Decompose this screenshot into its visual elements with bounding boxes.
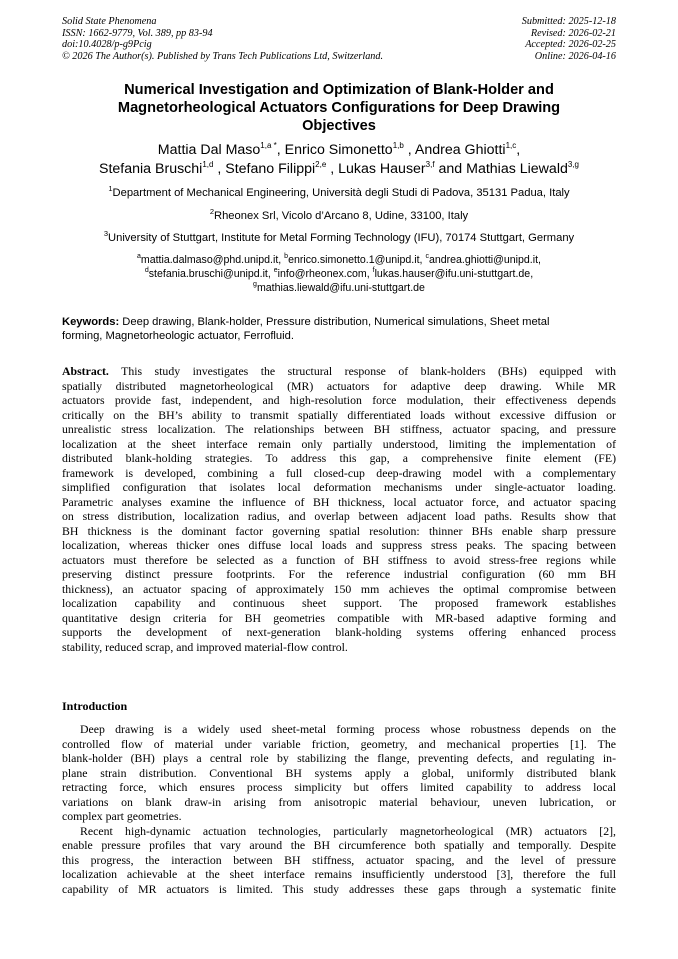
- abstract-line: supports the development of next-generation blank-holding systems offering enhanced process: [62, 625, 616, 639]
- paper-title: [62, 81, 616, 135]
- email-mark: f: [372, 267, 375, 274]
- paragraph-line: enable pressure profiles that vary around the BH circumference both spatially and temporally. Despite: [62, 838, 616, 852]
- abstract-line: simplified configuration that isolates local deformation mechanisms under single-actuator loading.: [62, 480, 616, 494]
- author-name: , Andrea Ghiotti: [403, 142, 506, 158]
- author-name: Mattia Dal Maso: [157, 142, 261, 158]
- title-line: Numerical Investigation and Optimization of Blank-Holder and: [124, 82, 554, 98]
- affiliation-mark: 1: [108, 184, 113, 193]
- email-address: enrico.simonetto.1@unipd.it,: [288, 254, 426, 266]
- email-mark: d: [144, 267, 149, 274]
- paragraph-line: controlled flow of material under variable friction, geometry, and mechanical properties [1]. The: [62, 736, 616, 751]
- paragraph-line: Recent high-dynamic actuation technologies, particularly magnetorheological (MR) actuators [2],: [80, 823, 616, 838]
- abstract: [62, 364, 616, 654]
- paragraph-line: this progress, the interaction between BH stiffness, actuator spacing, and the level of pressure: [62, 852, 616, 867]
- affiliation-text: University of Stuttgart, Institute for Metal Forming Technology (IFU), 70174 Stuttgart, Germany: [108, 232, 575, 244]
- abstract-line: spatially distributed magnetorheological (MR) actuators for adaptive deep drawing. While MR: [62, 378, 616, 393]
- author-name: , Lukas Hauser: [326, 160, 426, 177]
- email-mark: e: [273, 267, 278, 274]
- affiliation-mark: 2: [209, 207, 214, 216]
- abstract-label: Abstract.: [62, 364, 109, 378]
- paragraph-line: localization achievable at the sheet interface remains insufficiently understood [3], therefore the full: [62, 867, 616, 881]
- author-affiliation-mark: 1,d: [202, 159, 214, 169]
- paragraph-line: variations on blank draw-in arising from anisotropic material behaviour, uneven lubrication, or: [62, 794, 616, 809]
- author-emails: [40, 253, 638, 295]
- abstract-line: localization at the sheet interface remain only partially understood, limiting the implementation of: [62, 436, 616, 451]
- paragraph-line: plane strain distribution. Conventional BH systems apply a global, uniformly distributed blank: [62, 765, 616, 780]
- journal-name: Solid State Phenomena: [62, 16, 157, 27]
- author-name: and Mathias Liewald: [434, 160, 568, 177]
- abstract-text: This study investigates the structural response of blank-holders (BHs) equipped with: [108, 364, 616, 378]
- author-list: [40, 141, 638, 178]
- abstract-line: BH thickness is the dominant factor governing spatial resolution: thinner BHs enable sharp pressure: [62, 523, 616, 538]
- author-affiliation-mark: 1,a *: [260, 141, 277, 150]
- paragraph-line: complex part geometries.: [62, 809, 182, 823]
- journal-issn: ISSN: 1662-9779, Vol. 389, pp 83-94: [62, 27, 213, 39]
- abstract-line: Parametric analyses examine the influence of BH thickness, local actuator force, and actuator spacing: [62, 494, 616, 509]
- paragraph-line: retracting force, which ensures process simplicity but offers limited capability to address local: [62, 780, 616, 794]
- email-address: mathias.liewald@ifu.uni-stuttgart.de: [256, 282, 425, 294]
- author-separator: ,: [516, 142, 521, 158]
- author-name: Stefania Bruschi: [99, 160, 203, 177]
- author-name: , Enrico Simonetto: [276, 142, 393, 158]
- email-address: stefania.bruschi@unipd.it,: [148, 268, 274, 280]
- title-line: Magnetorheological Actuators Configurations for Deep Drawing: [117, 100, 561, 116]
- publication-dates: [522, 16, 616, 62]
- paragraph-line: Deep drawing is a widely used sheet-metal forming process whose robustness depends on the: [80, 722, 616, 736]
- email-address: andrea.ghiotti@unipd.it,: [428, 254, 541, 266]
- paragraph-line: blank-holder (BH) plays a central role by stabilizing the flange, preventing defects, and regulating in-: [62, 751, 616, 765]
- email-line: [40, 253, 638, 267]
- abstract-line: unrealistic stress localization. The relationships between BH stiffness, actuator spacing, and pressure: [62, 422, 616, 436]
- affiliation-text: Rheonex Srl, Vicolo d’Arcano 8, Udine, 33100, Italy: [214, 210, 469, 222]
- affiliation: [30, 209, 648, 223]
- abstract-line: stability, reduced scrap, and improved material-flow control.: [62, 639, 348, 654]
- copyright-notice: © 2026 The Author(s). Published by Trans Tech Publications Ltd, Switzerland.: [62, 50, 384, 62]
- keywords-text: Deep drawing, Blank-holder, Pressure distribution, Numerical simulations, Sheet metal: [119, 316, 550, 328]
- title-line: Objectives: [302, 118, 376, 134]
- abstract-line: preserving distinct pressure footprints. For the reference industrial configuration (60 mm BH: [62, 567, 616, 581]
- introduction-body: [62, 722, 616, 896]
- email-address: mattia.dalmaso@phd.unipd.it,: [140, 254, 285, 266]
- abstract-line: [62, 364, 616, 379]
- affiliation-text: Department of Mechanical Engineering, Università degli Studi di Padova, 35131 Padua, Italy: [112, 187, 570, 199]
- keywords-block: [62, 315, 616, 344]
- author-affiliation-mark: 2,e: [315, 159, 327, 169]
- journal-doi: doi:10.4028/p-g9Pcig: [62, 39, 152, 51]
- submitted-date: Submitted: 2025-12-18: [521, 16, 616, 27]
- author-affiliation-mark: 1,b: [392, 141, 404, 150]
- abstract-line: thickness), an actuator spacing of approximately 150 mm achieves the optimal compromise between: [62, 581, 616, 596]
- email-mark: c: [425, 253, 429, 260]
- revised-date: Revised: 2026-02-21: [530, 27, 616, 39]
- abstract-line: localization capability and continuous sheet support. The proposed framework establishes: [62, 596, 616, 610]
- abstract-line: localization, whereas thicker ones diffuse local loads and suppress stress peaks. The spacing between: [62, 538, 616, 552]
- accepted-date: Accepted: 2026-02-25: [525, 39, 616, 51]
- abstract-line: on stress distribution, localization radius, and overlap between adjacent load paths. Results show that: [62, 509, 616, 523]
- abstract-line: actuators provide fast, independent, and high-resolution force modulation, their effectiveness depends: [62, 393, 616, 407]
- paragraph-line: capability of MR actuators is limited. This study addresses these gaps through a systematic finite: [62, 881, 616, 896]
- keywords-label: Keywords:: [62, 316, 120, 328]
- abstract-line: critically on the BH’s ability to transmit spatially differentiated loads without excessive diffusion or: [62, 407, 616, 422]
- email-line: [40, 267, 638, 281]
- author-affiliation-mark: 1,c: [505, 141, 517, 150]
- author-affiliation-mark: 3,f: [425, 159, 435, 169]
- email-address: info@rheonex.com,: [277, 268, 373, 280]
- abstract-line: framework is developed, combining a full closed-cup deep-drawing model with a complementary: [62, 465, 616, 480]
- abstract-line: distributed blank-holding strategies. To address this gap, a comprehensive finite element (FE): [62, 451, 616, 465]
- email-mark: g: [253, 281, 257, 288]
- email-mark: b: [284, 253, 289, 260]
- section-heading: Introduction: [62, 699, 128, 713]
- email-mark: a: [136, 253, 141, 260]
- author-name: , Stefano Filippi: [213, 160, 316, 177]
- email-address: lukas.hauser@ifu.uni-stuttgart.de,: [374, 268, 534, 280]
- keywords-line: forming, Magnetorheologic actuator, Ferrofluid.: [62, 330, 294, 343]
- affiliation-mark: 3: [103, 229, 109, 238]
- abstract-line: quantitative design criteria for BH geometries compatible with MR-based adaptive forming and: [62, 610, 616, 625]
- keywords-line: [62, 315, 616, 329]
- journal-header: [62, 16, 383, 62]
- author-affiliation-mark: 3,g: [567, 159, 579, 169]
- author-line: [40, 160, 638, 179]
- affiliation: [30, 231, 648, 245]
- online-date: Online: 2026-04-16: [534, 50, 616, 62]
- abstract-line: actuators must therefore be selected as a function of BH stiffness to avoid stress-free regions while: [62, 552, 616, 567]
- affiliation: [30, 186, 648, 200]
- author-line: [40, 141, 638, 160]
- email-line: [40, 281, 638, 295]
